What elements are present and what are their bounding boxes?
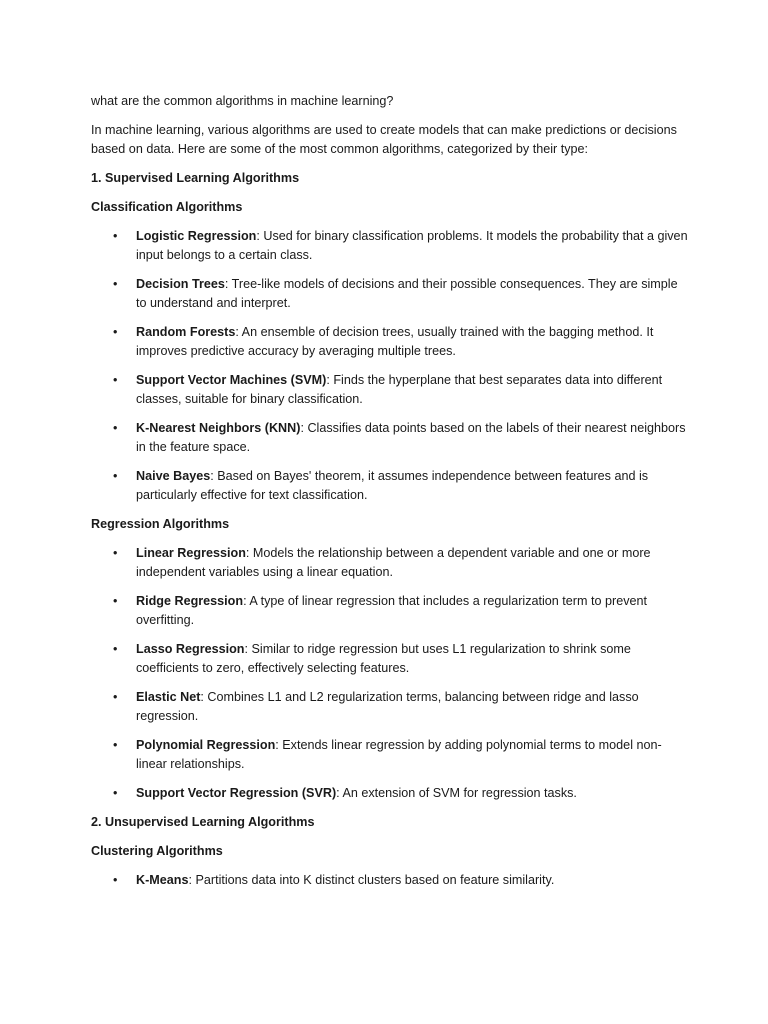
algorithm-term: Lasso Regression [136, 642, 245, 656]
algorithm-term: Naive Bayes [136, 469, 211, 483]
list-item [91, 688, 691, 726]
list-item [91, 544, 691, 582]
algorithm-description: : Classifies data points based on the labels of their nearest neighbors in the feature space. [136, 421, 686, 454]
bullet-icon: • [113, 873, 118, 887]
algorithm-description: : A type of linear regression that includes a regularization term to prevent overfitting. [136, 594, 647, 627]
algorithm-description: : Combines L1 and L2 regularization terms, balancing between ridge and lasso regression. [136, 690, 639, 723]
algorithm-description: : An extension of SVM for regression tasks. [336, 786, 577, 800]
question-text: what are the common algorithms in machine learning? [91, 94, 394, 108]
algorithm-term: Support Vector Regression (SVR) [136, 786, 337, 800]
subsection-heading-clustering: Clustering Algorithms [91, 844, 223, 858]
algorithm-term: Polynomial Regression [136, 738, 276, 752]
algorithm-description: : Based on Bayes' theorem, it assumes independence between features and is particularly effective for text classification. [136, 469, 649, 502]
list-item [91, 736, 691, 774]
algorithm-description: : Partitions data into K distinct clusters based on feature similarity. [188, 873, 555, 887]
list-item [91, 227, 691, 265]
algorithm-description: : Finds the hyperplane that best separates data into different classes, suitable for binary classification. [136, 373, 663, 406]
algorithm-description: : Models the relationship between a dependent variable and one or more independent variables using a linear equation. [136, 546, 651, 579]
algorithm-description: : Extends linear regression by adding polynomial terms to model non-linear relationships. [136, 738, 662, 771]
algorithm-term: Elastic Net [136, 690, 201, 704]
algorithm-description: : Similar to ridge regression but uses L1 regularization to shrink some coefficients to zero, effectively selecting features. [136, 642, 631, 675]
algorithm-term: K-Nearest Neighbors (KNN) [136, 421, 301, 435]
algorithm-term: Linear Regression [136, 546, 246, 560]
algorithm-description: : An ensemble of decision trees, usually trained with the bagging method. It improves predictive accuracy by averaging multiple trees. [136, 325, 654, 358]
bullet-icon: • [113, 738, 118, 752]
bullet-icon: • [113, 469, 118, 483]
algorithm-term: Decision Trees [136, 277, 225, 291]
bullet-icon: • [113, 325, 118, 339]
section-heading-unsupervised: 2. Unsupervised Learning Algorithms [91, 815, 315, 829]
list-item [91, 784, 691, 803]
classification-list [91, 227, 691, 505]
regression-list [91, 544, 691, 803]
bullet-icon: • [113, 229, 118, 243]
bullet-icon: • [113, 373, 118, 387]
list-item [91, 871, 691, 890]
algorithm-term: Ridge Regression [136, 594, 244, 608]
bullet-icon: • [113, 421, 118, 435]
list-item [91, 275, 691, 313]
subsection-heading-classification: Classification Algorithms [91, 200, 243, 214]
clustering-list [91, 871, 691, 890]
algorithm-term: Random Forests [136, 325, 236, 339]
algorithm-description: : Tree-like models of decisions and their possible consequences. They are simple to understand and interpret. [136, 277, 678, 310]
list-item [91, 323, 691, 361]
bullet-icon: • [113, 786, 118, 800]
algorithm-description: : Used for binary classification problems. It models the probability that a given input belongs to a certain class. [136, 229, 688, 262]
section-heading-supervised: 1. Supervised Learning Algorithms [91, 171, 300, 185]
list-item [91, 467, 691, 505]
bullet-icon: • [113, 546, 118, 560]
bullet-icon: • [113, 642, 118, 656]
algorithm-term: K-Means [136, 873, 189, 887]
bullet-icon: • [113, 277, 118, 291]
bullet-icon: • [113, 594, 118, 608]
list-item [91, 592, 691, 630]
document-body [91, 92, 691, 900]
list-item [91, 371, 691, 409]
algorithm-term: Support Vector Machines (SVM) [136, 373, 327, 387]
intro-paragraph: In machine learning, various algorithms are used to create models that can make predictions or decisions based on data. Here are some of the most common algorithms, categorized by their type: [91, 123, 677, 156]
bullet-icon: • [113, 690, 118, 704]
algorithm-term: Logistic Regression [136, 229, 257, 243]
list-item [91, 419, 691, 457]
subsection-heading-regression: Regression Algorithms [91, 517, 230, 531]
list-item [91, 640, 691, 678]
